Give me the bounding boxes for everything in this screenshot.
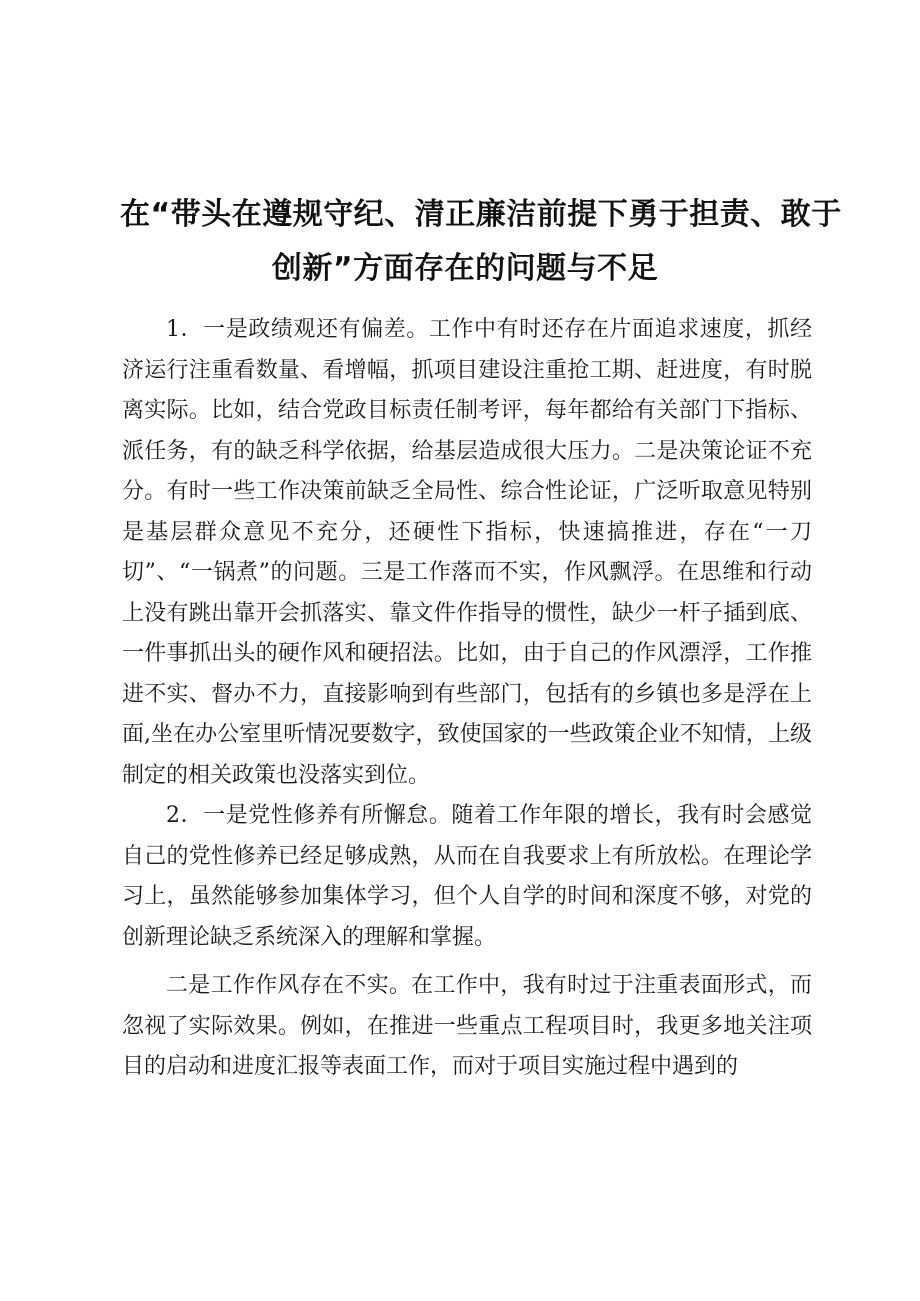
- paragraph-3: 二是工作作风存在不实。在工作中，我有时过于注重表面形式，而忽视了实际效果。例如，在推进一些重点工程项目时，我更多地关注项目的启动和进度汇报等表面工作，而对于项目实施过程中遇到的: [122, 973, 812, 1079]
- title-line-2: 创新”方面存在的问题与不足: [271, 251, 659, 287]
- paragraph-1: 1．一是政绩观还有偏差。工作中有时还存在片面追求速度，抓经济运行注重看数量、看增幅，抓项目建设注重抢工期、赶进度，有时脱离实际。比如，结合党政目标责任制考评，每年都给有关部门下指标、派任务，有的缺乏科学依据，给基层造成很大压力。二是决策论证不充分。有时一些工作决策前缺乏全局性、综合性论证，广泛听取意见特别是基层群众意见不充分，还硬性下指标，快速搞推进，存在“一刀切”、“一锅煮”的问题。三是工作落而不实，作风飘浮。在思维和行动上没有跳出靠开会抓落实、靠文件作指导的惯性，缺少一杆子插到底、一件事抓出头的硬作风和硬招法。比如，由于自己的作风漂浮，工作推进不实、督办不力，直接影响到有些部门，包括有的乡镇也多是浮在上面,坐在办公室里听情况要数字，致使国家的一些政策企业不知情，上级制定的相关政策也没落实到位。: [122, 317, 812, 788]
- title-line-1: 在“带头在遵规守纪、清正廉洁前提下勇于担责、敢于: [120, 197, 842, 233]
- document-title: [120, 188, 842, 296]
- paragraph-2: 2．一是党性修养有所懈怠。随着工作年限的增长，我有时会感觉自己的党性修养已经足够成熟，从而在自我要求上有所放松。在理论学习上，虽然能够参加集体学习，但个人自学的时间和深度不够，对党的创新理论缺乏系统深入的理解和掌握。: [122, 803, 812, 950]
- document-body: [122, 310, 812, 1088]
